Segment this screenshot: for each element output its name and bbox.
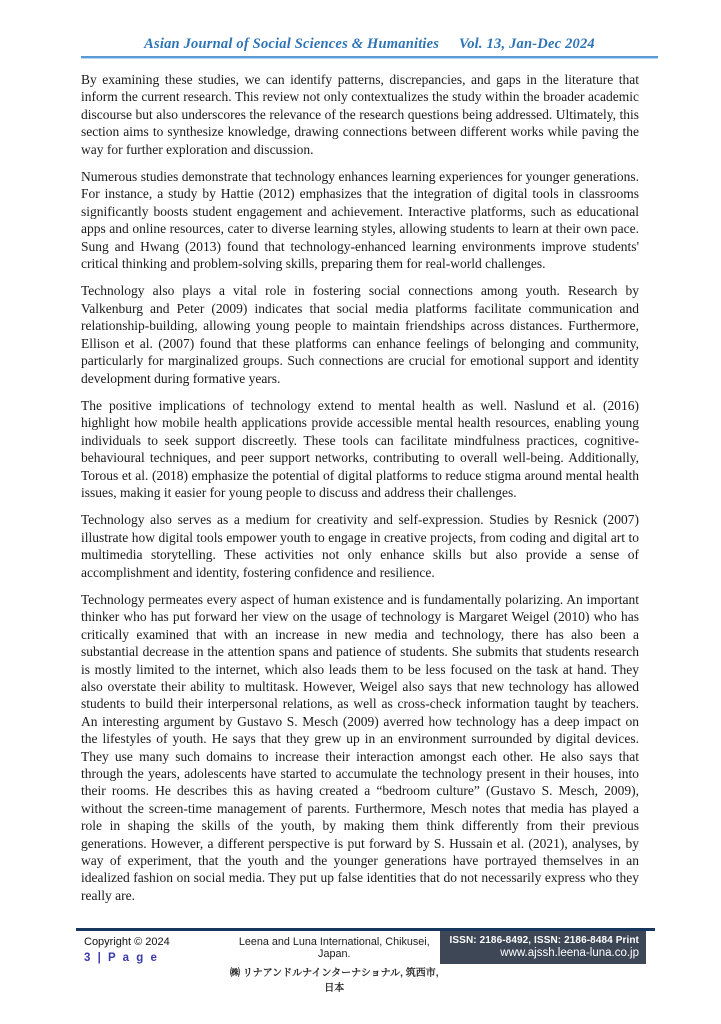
journal-website: www.ajssh.leena-luna.co.jp [500,947,639,959]
publisher-name-japanese: ㈱ リナアンドルナインターナショナル, 筑西市,日本 [230,968,439,994]
publisher-name-english: Leena and Luna International, Chikusei, Japan. [238,936,430,960]
body-paragraph: Technology also plays a vital role in fostering social connections among youth. Research by Valkenburg and Peter (2009) indicates that social media platforms facilitate communication and relationship-building, allowing young people to maintain friendships across distances. Furthermore, Ellison et al. (2007) found that these platforms can enhance feelings of belonging and community, particularly for marginalized groups. Such connections are crucial for emotional support and identity development during formative years. [81,283,639,386]
body-paragraph: Technology permeates every aspect of human existence and is fundamentally polarizing. An important thinker who has put forward her view on the usage of technology is Margaret Weigel (2010) who has critically examined that with an increase in new media and technology, there has also been a substantial decrease in the attention spans and patience of students. She submits that students research is mostly limited to the internet, which also leads them to be less focused on the task at hand. They also overstate their ability to multitask. However, Weigel also says that new technology has allowed students to build their interpersonal relations, as well as cross-check information taught by teachers. An interesting argument by Gustavo S. Mesch (2009) averred how technology has a deep impact on the lifestyles of youth. He says that they grew up in an environment surrounded by digital devices. They use many such domains to increase their interaction amongst each other. He also says that through the years, adolescents have started to accumulate the technology present in their houses, into their rooms. He describes this as having created a “bedroom culture” (Gustavo S. Mesch, 2009), without the screen-time management of parents. Furthermore, Mesch notes that media has played a role in shaping the skills of the youth, by making them think differently from their previous generations. However, a different perspective is put forward by S. Hussain et al. (2021), analyses, by way of experiment, that the youth and the younger generations have portrayed themselves in an idealized fashion on social media. They put up false identities that do not necessarily express who they really are. [81,591,639,903]
page-header [81,36,658,59]
footer-center [229,931,440,994]
journal-volume: Vol. 13, Jan-Dec 2024 [458,36,595,52]
body-paragraph: Numerous studies demonstrate that technology enhances learning experiences for younger generations. For instance, a study by Hattie (2012) emphasizes that the integration of digital tools in classrooms significantly boosts student engagement and achievement. Interactive platforms, such as educational apps and online resources, cater to diverse learning styles, allowing students to learn at their own pace. Sung and Hwang (2013) found that technology-enhanced learning environments improve students' critical thinking and problem-solving skills, preparing them for real-world challenges. [81,169,639,272]
body-paragraph: Technology also serves as a medium for creativity and self-expression. Studies by Resnick (2007) illustrate how digital tools empower youth to engage in creative projects, from coding and digital art to multimedia storytelling. These activities not only enhance skills but also provide a sense of accomplishment and identity, fostering confidence and resilience. [81,512,639,580]
footer-right [440,931,655,964]
page-body [81,71,639,914]
footer-columns [76,931,655,994]
page-footer [76,928,655,994]
issn-box [440,931,646,964]
footer-left [76,931,229,964]
issn-numbers: ISSN: 2186-8492, ISSN: 2186-8484 Print [449,935,639,946]
journal-title [81,36,658,53]
journal-name: Asian Journal of Social Sciences & Humanities [144,36,440,52]
copyright-text: Copyright © 2024 [84,936,170,948]
body-paragraph: By examining these studies, we can identify patterns, discrepancies, and gaps in the literature that inform the current research. This review not only contextualizes the study within the broader academic discourse but also underscores the relevance of the research questions being addressed. Ultimately, this section aims to synthesize knowledge, drawing connections between different works while paving the way for further exploration and discussion. [81,72,639,157]
header-rule [81,56,658,59]
page-number: 3 | P a g e [84,952,159,964]
body-paragraph: The positive implications of technology extend to mental health as well. Naslund et al. (2016) highlight how mobile health applications provide accessible mental health resources, enabling young individuals to seek support discreetly. These tools can facilitate mindfulness practices, cognitive-behavioural techniques, and peer support networks, contributing to overall well-being. Additionally, Torous et al. (2018) emphasize the potential of digital platforms to reduce stigma around mental health issues, making it easier for young people to discuss and address their challenges. [81,397,639,500]
